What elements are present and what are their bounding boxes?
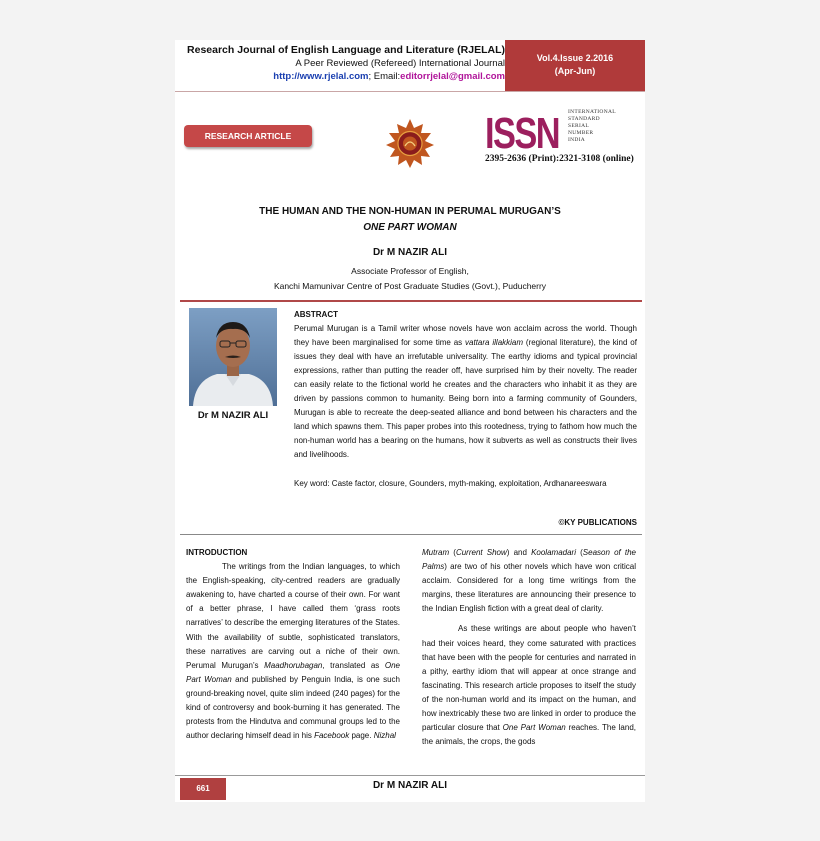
text-italic: One Part Woman (186, 660, 400, 684)
text-italic: Koolamadari (531, 548, 576, 557)
volume-issue: Vol.4.Issue 2.2016 (536, 53, 614, 63)
body-column-right (422, 546, 636, 749)
text-run: ( (575, 548, 583, 557)
text-run: and published by Penguin India, is one such ground-breaking novel, quite slim indeed (240 pages) for the kind of controversy and book-burning it has generated. The protests from the Hindutva and communal groups led to the author declaring himself dead in his (186, 674, 400, 741)
issn-logo-icon (485, 110, 560, 152)
text-run: reaches. The land, the animals, the crops, the gods (422, 723, 637, 747)
body-paragraph (186, 560, 400, 743)
affiliation-line: Kanchi Mamunivar Centre of Post Graduate Studies (Govt.), Puducherry (273, 281, 547, 291)
header-divider (175, 91, 645, 92)
body-paragraph (422, 622, 636, 749)
page-number: 661 (180, 778, 226, 800)
title-line-italic: ONE PART WOMAN (363, 222, 457, 233)
issn-line: INTERNATIONAL (568, 109, 616, 115)
journal-subtitle: A Peer Reviewed (Refereed) International Journal (295, 58, 505, 69)
issn-logo-text: ISSN (485, 110, 559, 152)
text-italic: One Part Woman (502, 723, 566, 733)
abstract-italic: vattara illakkiam (465, 338, 524, 347)
body-column-left (186, 546, 400, 743)
text-italic: Season of the Palms (422, 548, 636, 572)
issn-line: STANDARD (568, 116, 600, 122)
journal-title: Research Journal of English Language and Literature (RJELAL) (187, 44, 505, 56)
issn-line: INDIA (568, 137, 586, 143)
text-run: ) are two of his other novels which have won critical acclaim. Considered for a long time writings from the margins, these literatures are announcing their presence to the Indian English fiction with a great deal of clarity. (422, 562, 636, 614)
text-italic: Nizhal (373, 731, 396, 741)
email-label: ; Email: (368, 71, 401, 82)
text-italic: Current Show (455, 548, 507, 557)
footer-divider (175, 775, 645, 776)
abstract-divider (180, 534, 642, 535)
journal-contact (175, 70, 505, 83)
photo-caption: Dr M NAZIR ALI (197, 410, 269, 421)
affiliation-line: Associate Professor of English, (351, 266, 469, 276)
author-affiliation (175, 264, 645, 294)
article-title (175, 204, 645, 236)
body-paragraph (422, 546, 636, 616)
publisher-emblem-icon (385, 118, 435, 168)
abstract-part: (regional literature), the kind of issues they deal with have an irrefutable universality. The earthy idioms and typical provincial expressions, rather than putting the reader off, have surprised him by their novelty. The reader can easily relate to the fictional world he creates and the characters who inhabit it as they are driven by passions common to humanity. Being born into a farming community of Gounders, Murugan is able to recreate the deep-seated alliance and bond between his characters and the land which spawns them. This paper probes into this rootedness, trying to fathom how much the non-human world has a bearing on the humans, how it subverts as well as constructs their lives and livelihoods. (294, 338, 637, 459)
text-run: page. (349, 731, 374, 741)
issn-numbers: 2395-2636 (Print):2321-3108 (online) (485, 154, 634, 164)
text-run: , translated as (322, 660, 385, 670)
keywords: Key word: Caste factor, closure, Gounders, myth-making, exploitation, Ardhanareeswara (294, 479, 607, 488)
journal-page (175, 40, 645, 802)
issue-period: (Apr-Jun) (554, 66, 596, 76)
text-italic: Facebook (314, 731, 350, 741)
text-italic: Mutram (422, 548, 450, 557)
footer-author: Dr M NAZIR ALI (372, 780, 448, 791)
issn-description (568, 109, 616, 144)
publisher-credit: ©KY PUBLICATIONS (558, 518, 637, 527)
abstract-heading: ABSTRACT (294, 310, 338, 319)
journal-url-link[interactable]: http://www.rjelal.com (273, 71, 369, 82)
text-run: ( (449, 548, 456, 557)
issn-line: NUMBER (568, 130, 594, 136)
author-name: Dr M NAZIR ALI (372, 247, 448, 258)
text-run: As these writings are about people who haven’t had their voices heard, they come saturated with practices that have been with the people for centuries and narrated in a pithy, earthy idiom that will appear at once strange and fascinating. This research article proposes to itself the study of the non-human world and its impact on the human, and how inextricably these two are linked in order to produce the particular closure that (422, 624, 636, 733)
text-run: The writings from the Indian languages, to which the English-speaking, city-centred readers are gradually awakening to, have charted a course of their own. For want of a better phrase, I have called them ‘grass roots narratives’ to describe the emerging literatures of the States. With the availability of subtle, sophisticated translators, these narratives are carving out a niche of their own. Perumal Murugan’s (186, 562, 400, 670)
section-divider (180, 300, 642, 302)
title-line: THE HUMAN AND THE NON-HUMAN IN PERUMAL MURUGAN’S (259, 206, 561, 217)
research-article-badge: RESEARCH ARTICLE (184, 125, 312, 147)
issn-line: SERIAL (568, 123, 590, 129)
text-run: ) and (506, 548, 532, 557)
volume-box (505, 40, 645, 91)
text-italic: Maadhorubagan (264, 660, 323, 670)
journal-email-link[interactable]: editorrjelal@gmail.com (400, 71, 505, 82)
journal-header (175, 44, 505, 83)
introduction-heading: INTRODUCTION (186, 548, 248, 557)
author-photo (189, 308, 277, 406)
abstract-part: Perumal Murugan is a Tamil writer whose novels have won acclaim across the world. Though they have been marginalised for some time as (294, 324, 637, 347)
abstract-text (294, 322, 637, 462)
